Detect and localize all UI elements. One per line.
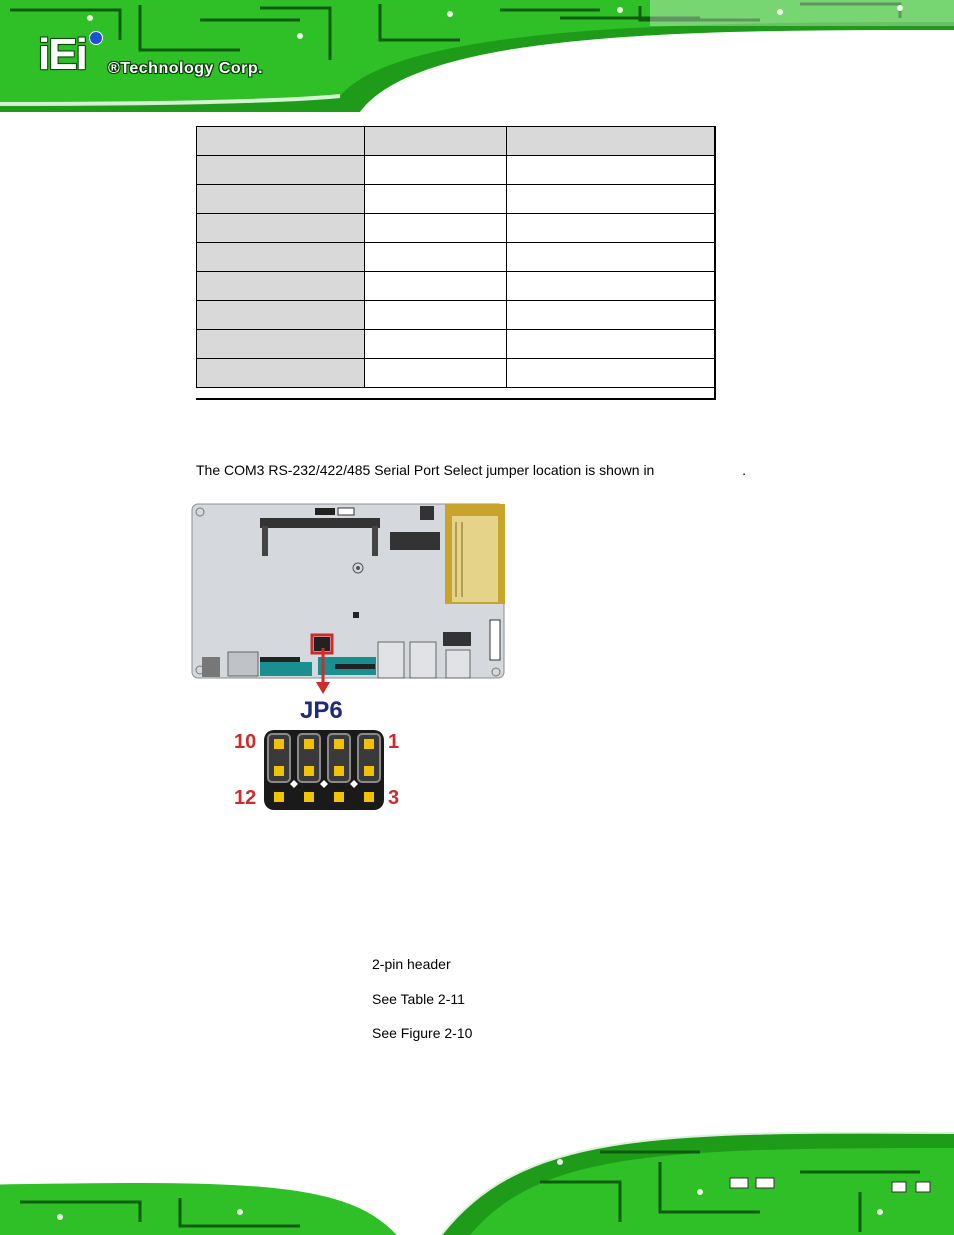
paragraph-text: The COM3 RS-232/422/485 Serial Port Select jumper location is shown in — [196, 462, 655, 478]
table-row — [197, 214, 716, 243]
logo-text: iEi — [38, 30, 86, 79]
table-row — [197, 156, 716, 185]
board-graphic — [190, 502, 508, 682]
footer-banner — [0, 1122, 954, 1235]
board-image — [190, 502, 508, 682]
jumper-label: JP6 — [300, 697, 343, 724]
table-cell — [506, 185, 715, 214]
table-cell — [197, 185, 365, 214]
table-header-row — [197, 127, 716, 156]
table-cell — [197, 214, 365, 243]
table-row — [197, 359, 716, 388]
pointer-arrow — [313, 648, 333, 696]
header-pcb-graphic — [0, 0, 954, 112]
table-row — [197, 330, 716, 359]
table-cell — [197, 127, 365, 156]
table-cell — [506, 127, 715, 156]
table-cell — [365, 127, 506, 156]
table-cell — [365, 214, 506, 243]
table-cell — [197, 359, 365, 388]
table-cell — [506, 272, 715, 301]
jumper-settings-ref: See Table 2-11 — [372, 991, 465, 1007]
table-cell — [197, 243, 365, 272]
logo-dot — [89, 31, 103, 45]
jumper-type: 2-pin header — [372, 956, 451, 972]
table-row — [197, 301, 716, 330]
table-cell — [365, 185, 506, 214]
pin-label-top-left: 10 — [234, 731, 257, 753]
table-cell — [365, 156, 506, 185]
paragraph-end: . — [742, 462, 747, 478]
footer-pcb-graphic — [0, 1122, 954, 1235]
table-cell — [506, 301, 715, 330]
table-cell — [506, 359, 715, 388]
jumper-settings-table — [196, 126, 716, 388]
table-cell — [365, 272, 506, 301]
table-cell — [197, 301, 365, 330]
table-cell — [506, 330, 715, 359]
table-cell — [197, 272, 365, 301]
pin-label-bottom-left: 12 — [234, 787, 257, 809]
table-row — [197, 185, 716, 214]
table-cell — [197, 156, 365, 185]
table-cell — [506, 156, 715, 185]
table-cell — [365, 243, 506, 272]
brand-text: ®Technology Corp. — [108, 60, 264, 77]
pin-label-bottom-right: 3 — [388, 787, 400, 809]
table-cell — [506, 243, 715, 272]
pin-label-top-right: 1 — [388, 731, 400, 753]
location-paragraph — [196, 462, 746, 478]
iei-logo — [38, 30, 108, 80]
table-cell — [365, 359, 506, 388]
table-cell — [365, 301, 506, 330]
table-row — [197, 243, 716, 272]
jumper-pin-diagram — [262, 728, 386, 812]
jumper-location-ref: See Figure 2-10 — [372, 1025, 473, 1041]
header-banner — [0, 0, 954, 112]
table-cell — [197, 330, 365, 359]
table-row — [197, 272, 716, 301]
table-cell — [365, 330, 506, 359]
table-cell — [506, 214, 715, 243]
